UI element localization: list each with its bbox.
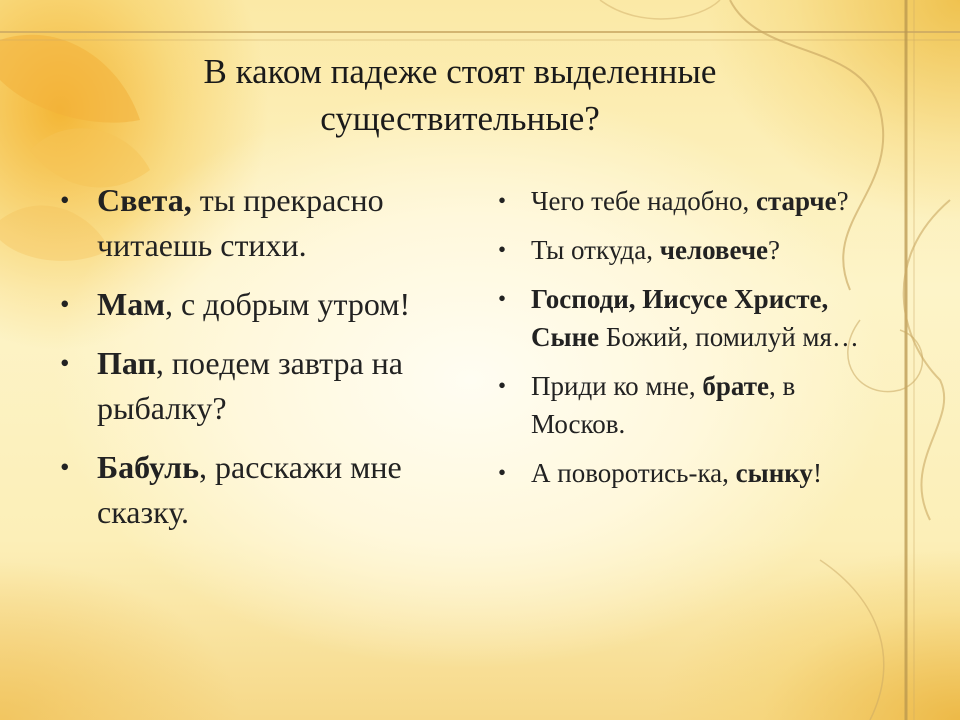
title-line-1: В каком падеже стоят выделенные [203,52,717,91]
list-item [498,367,888,443]
item-text: ! [812,458,822,488]
bullet-icon: • [60,185,70,215]
slide-title [110,48,810,142]
list-item [498,454,888,492]
right-bullet-list [498,182,888,503]
item-text: Ты откуда, [531,235,660,265]
item-text: ? [768,235,781,265]
list-item [498,182,888,220]
list-item [60,282,460,327]
item-text: Божий, помилуй мя… [599,322,859,352]
item-text: , поедем завтра на рыбалку? [97,345,403,426]
bullet-icon: • [498,286,507,311]
highlighted-noun: Господи, Иисусе Христе, Сыне [531,284,829,352]
swirl-decoration [904,200,950,520]
item-text: , с добрым утром! [165,286,411,322]
highlighted-noun: Пап [97,345,156,381]
bullet-icon: • [60,452,70,482]
swirl-decoration [600,0,720,19]
bullet-icon: • [498,188,507,213]
item-text: ? [836,186,849,216]
highlighted-noun: Бабуль [97,449,200,485]
bullet-icon: • [60,289,70,319]
highlighted-noun: Света, [97,182,192,218]
highlighted-noun: Мам [97,286,165,322]
highlighted-noun: сынку [735,458,813,488]
bullet-icon: • [498,373,507,398]
item-text: Чего тебе надобно, [531,186,756,216]
bullet-icon: • [498,237,507,262]
item-text: , расскажи мне сказку. [97,449,402,530]
item-text: , в Москов. [531,371,796,439]
item-text: ты прекрасно читаешь стихи. [97,182,384,263]
left-bullet-list [60,178,460,549]
list-item [60,445,460,535]
list-item [60,341,460,431]
bullet-icon: • [60,348,70,378]
title-line-2: существительные? [320,99,600,138]
item-text: А поворотись-ка, [531,458,736,488]
item-text: Приди ко мне, [531,371,703,401]
list-item [498,231,888,269]
list-item [498,280,888,356]
bullet-icon: • [498,460,507,485]
highlighted-noun: старче [755,186,837,216]
list-item [60,178,460,268]
swirl-decoration [820,560,884,720]
highlighted-noun: человече [659,235,769,265]
highlighted-noun: брате [702,371,769,401]
